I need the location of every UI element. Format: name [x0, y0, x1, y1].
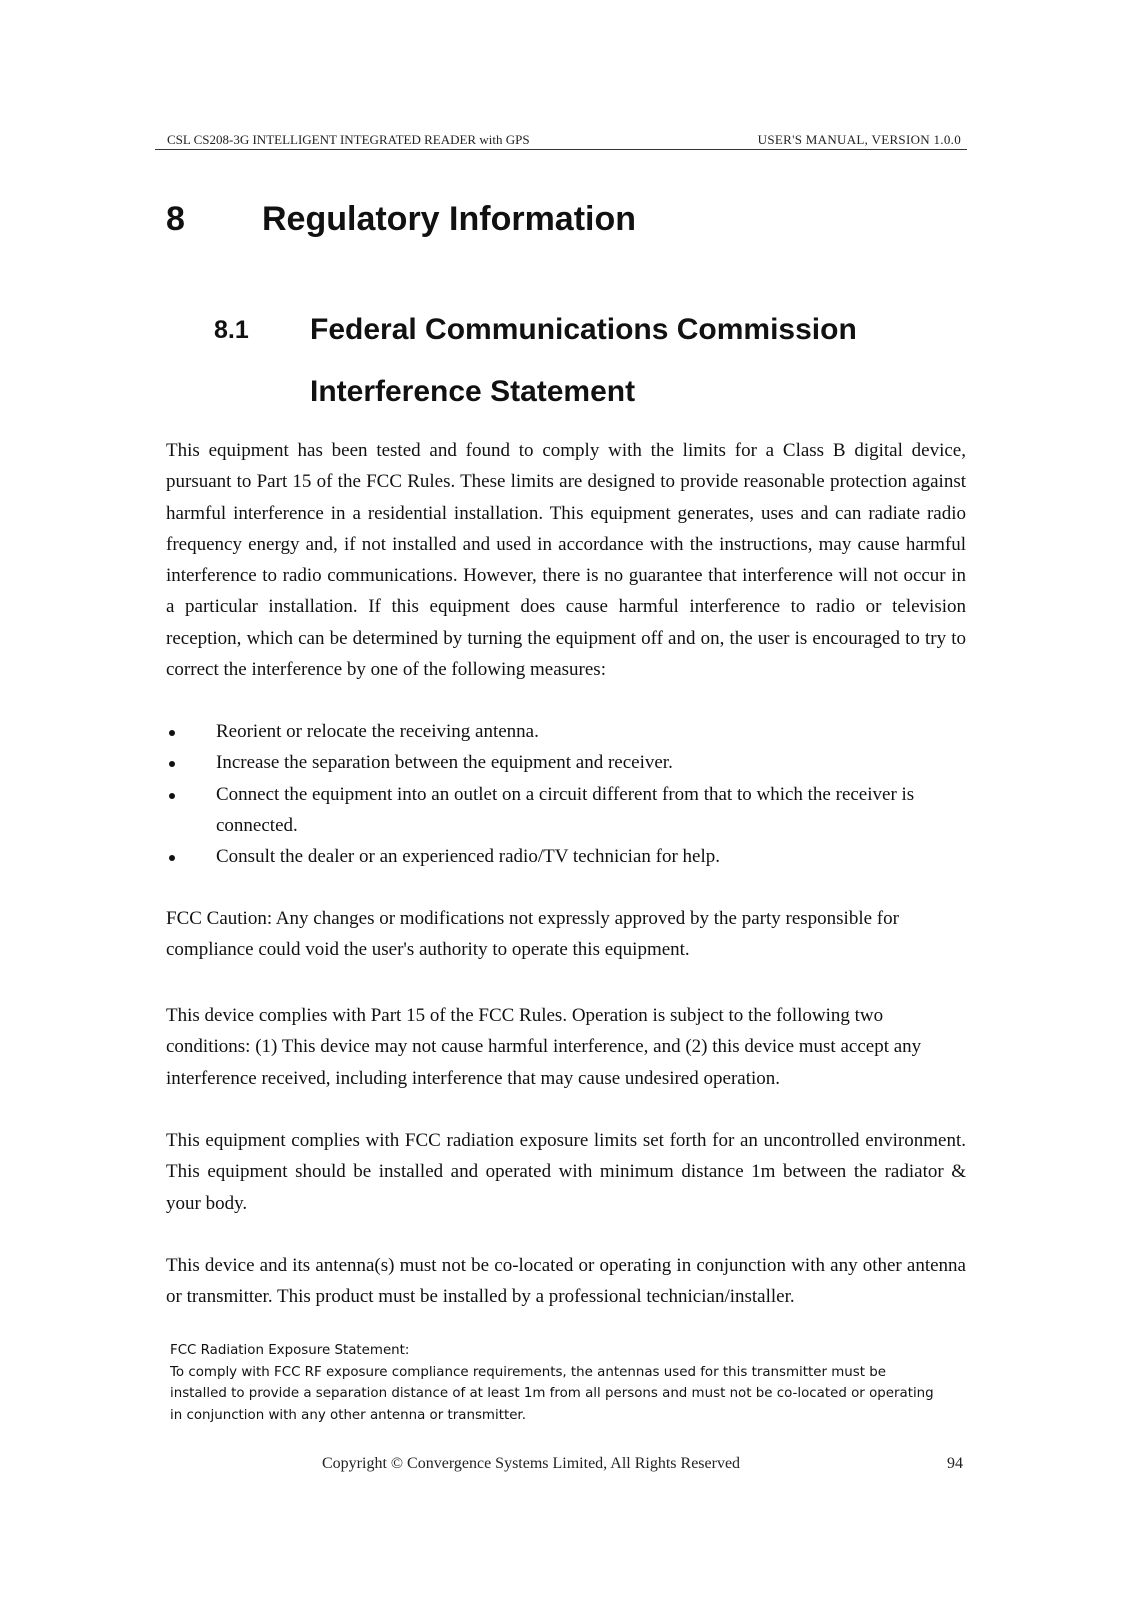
measures-list	[166, 716, 966, 872]
colocation-paragraph: This device and its antenna(s) must not be co-located or operating in conjunction with any other antenna or transmitter. This product must be installed by a professional technician/installer.	[166, 1255, 966, 1308]
exposure-paragraph: This equipment complies with FCC radiation exposure limits set forth for an uncontrolled environment. This equipment should be installed and operated with minimum distance 1m between the radiator & your body.	[166, 1130, 966, 1214]
footer-copyright: Copyright © Convergence Systems Limited, All Rights Reserved	[322, 1455, 741, 1472]
section-title-line-1: Federal Communications Commission	[310, 313, 857, 346]
chapter-title: Regulatory Information	[262, 200, 637, 238]
bullet-icon	[169, 730, 175, 736]
measure-text: Reorient or relocate the receiving antenna.	[216, 721, 539, 742]
chapter-number: 8	[166, 200, 185, 238]
page-number: 94	[947, 1455, 963, 1472]
radiation-statement-line-2: installed to provide a separation distance of at least 1m from all persons and must not be co-located or operating	[170, 1386, 934, 1401]
list-item	[166, 716, 966, 747]
measure-text: Increase the separation between the equipment and receiver.	[216, 752, 673, 774]
header-manual-version: USER'S MANUAL, VERSION 1.0.0	[757, 132, 961, 147]
list-item	[166, 841, 966, 872]
radiation-statement-line-1: To comply with FCC RF exposure compliance requirements, the antennas used for this transmitter must be	[170, 1364, 887, 1380]
section-title-line-2: Interference Statement	[310, 375, 636, 408]
fcc-caution-paragraph: FCC Caution: Any changes or modifications not expressly approved by the party responsible for compliance could void the user's authority to operate this equipment.	[166, 908, 899, 961]
section-number: 8.1	[214, 316, 249, 344]
list-item	[166, 747, 966, 778]
radiation-exposure-statement	[170, 1340, 1030, 1426]
bullet-icon	[169, 761, 175, 767]
bullet-icon	[169, 855, 175, 861]
header-product-title: CSL CS208-3G INTELLIGENT INTEGRATED READER with GPS	[167, 132, 530, 147]
bullet-icon	[169, 793, 175, 799]
measure-text: Consult the dealer or an experienced radio/TV technician for help.	[216, 846, 721, 868]
intro-paragraph: This equipment has been tested and found to comply with the limits for a Class B digital device, pursuant to Part 15 of the FCC Rules. These limits are designed to provide reasonable protection against harmful interference in a residential installation. This equipment generates, uses and can radiate radio frequency energy and, if not installed and used in accordance with the instructions, may cause harmful interference to radio communications. However, there is no guarantee that interference will not occur in a particular installation. If this equipment does cause harmful interference to radio or television reception, which can be determined by turning the equipment off and on, the user is encouraged to try to correct the interference by one of the following measures:	[166, 440, 966, 681]
page-header	[155, 130, 967, 150]
radiation-statement-line-3: in conjunction with any other antenna or transmitter.	[170, 1407, 526, 1423]
list-item	[166, 779, 966, 842]
part15-paragraph: This device complies with Part 15 of the FCC Rules. Operation is subject to the following two conditions: (1) This device may not cause harmful interference, and (2) this device must accept any interference received, including interference that may cause undesired operation.	[166, 1005, 922, 1089]
measure-text: Connect the equipment into an outlet on a circuit different from that to which the receiver is connected.	[216, 783, 915, 836]
radiation-statement-title: FCC Radiation Exposure Statement:	[170, 1343, 410, 1358]
